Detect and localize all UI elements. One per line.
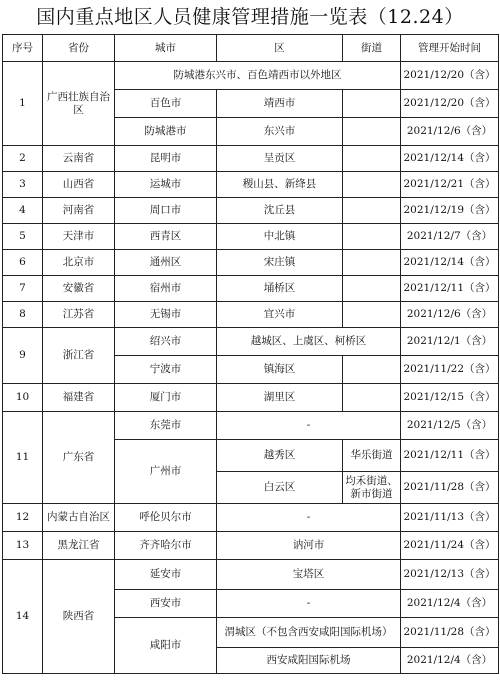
row-street bbox=[343, 172, 401, 198]
row-district: 湖里区 bbox=[217, 384, 343, 412]
row-street bbox=[343, 356, 401, 384]
table-row bbox=[3, 412, 499, 440]
row-start-time: 2021/12/7（含） bbox=[401, 224, 499, 250]
row-district: 镇海区 bbox=[217, 356, 343, 384]
row-index: 2 bbox=[3, 146, 43, 172]
row-city: 齐齐哈尔市 bbox=[115, 532, 217, 560]
row-start-time: 2021/12/11（含） bbox=[401, 440, 499, 472]
table-header-row bbox=[3, 35, 499, 62]
row-district: 宋庄镇 bbox=[217, 250, 343, 276]
row-start-time: 2021/12/19（含） bbox=[401, 198, 499, 224]
row-district: 越秀区 bbox=[217, 440, 343, 472]
row-city: 呼伦贝尔市 bbox=[115, 504, 217, 532]
row-district: 西安咸阳国际机场 bbox=[217, 648, 401, 674]
row-start-time: 2021/12/20（含） bbox=[401, 62, 499, 90]
table-row bbox=[3, 198, 499, 224]
row-start-time: 2021/12/6（含） bbox=[401, 118, 499, 146]
row-district: 沈丘县 bbox=[217, 198, 343, 224]
row-district: 呈贡区 bbox=[217, 146, 343, 172]
row-start-time: 2021/12/4（含） bbox=[401, 648, 499, 674]
page-title: 国内重点地区人员健康管理措施一览表（12.24） bbox=[36, 6, 464, 28]
row-province: 山西省 bbox=[43, 172, 115, 198]
table-row bbox=[3, 62, 499, 90]
header-province: 省份 bbox=[43, 35, 115, 62]
row-province: 江苏省 bbox=[43, 302, 115, 328]
row-start-time: 2021/12/6（含） bbox=[401, 302, 499, 328]
row-city: 延安市 bbox=[115, 560, 217, 590]
row-province: 陕西省 bbox=[43, 560, 115, 674]
row-index: 1 bbox=[3, 62, 43, 146]
row-index: 7 bbox=[3, 276, 43, 302]
row-district: 越城区、上虞区、柯桥区 bbox=[217, 328, 401, 356]
row-index: 14 bbox=[3, 560, 43, 674]
row-city: 宁波市 bbox=[115, 356, 217, 384]
table-row bbox=[3, 384, 499, 412]
row-start-time: 2021/12/14（含） bbox=[401, 146, 499, 172]
row-province: 河南省 bbox=[43, 198, 115, 224]
row-start-time: 2021/11/24（含） bbox=[401, 532, 499, 560]
row-start-time: 2021/11/28（含） bbox=[401, 618, 499, 648]
row-index: 4 bbox=[3, 198, 43, 224]
row-index: 11 bbox=[3, 412, 43, 504]
row-district: - bbox=[217, 504, 401, 532]
row-province: 安徽省 bbox=[43, 276, 115, 302]
row-district: - bbox=[217, 412, 401, 440]
header-street: 街道 bbox=[343, 35, 401, 62]
row-index: 12 bbox=[3, 504, 43, 532]
row-street bbox=[343, 198, 401, 224]
table-row bbox=[3, 328, 499, 356]
row-district: 中北镇 bbox=[217, 224, 343, 250]
row-province: 黑龙江省 bbox=[43, 532, 115, 560]
row-index: 5 bbox=[3, 224, 43, 250]
row-district: 稷山县、新绛县 bbox=[217, 172, 343, 198]
row-district: 白云区 bbox=[217, 472, 343, 504]
table-row bbox=[3, 276, 499, 302]
row-province: 广东省 bbox=[43, 412, 115, 504]
row-street bbox=[343, 224, 401, 250]
row-city: 咸阳市 bbox=[115, 618, 217, 674]
row-city: 西安市 bbox=[115, 590, 217, 618]
row-district: 东兴市 bbox=[217, 118, 343, 146]
row-city: 周口市 bbox=[115, 198, 217, 224]
row-city: 无锡市 bbox=[115, 302, 217, 328]
row-province: 广西壮族自治区 bbox=[43, 62, 115, 146]
table-row bbox=[3, 172, 499, 198]
row-street bbox=[343, 250, 401, 276]
row-index: 3 bbox=[3, 172, 43, 198]
row-city: 防城港市 bbox=[115, 118, 217, 146]
table-row bbox=[3, 504, 499, 532]
row-city: 东莞市 bbox=[115, 412, 217, 440]
row-start-time: 2021/12/1（含） bbox=[401, 328, 499, 356]
row-city: 广州市 bbox=[115, 440, 217, 504]
row-province: 福建省 bbox=[43, 384, 115, 412]
row-index: 8 bbox=[3, 302, 43, 328]
row-start-time: 2021/12/15（含） bbox=[401, 384, 499, 412]
row-index: 9 bbox=[3, 328, 43, 384]
row-street bbox=[343, 302, 401, 328]
row-city: 运城市 bbox=[115, 172, 217, 198]
row-province: 云南省 bbox=[43, 146, 115, 172]
row-start-time: 2021/12/4（含） bbox=[401, 590, 499, 618]
row-street bbox=[343, 90, 401, 118]
row-start-time: 2021/12/14（含） bbox=[401, 250, 499, 276]
row-street bbox=[343, 384, 401, 412]
row-start-time: 2021/11/13（含） bbox=[401, 504, 499, 532]
row-district: 渭城区（不包含西安咸阳国际机场） bbox=[217, 618, 401, 648]
table-row bbox=[3, 224, 499, 250]
row-district: 靖西市 bbox=[217, 90, 343, 118]
row-city: 西青区 bbox=[115, 224, 217, 250]
row-index: 10 bbox=[3, 384, 43, 412]
row-province: 天津市 bbox=[43, 224, 115, 250]
row-city: 昆明市 bbox=[115, 146, 217, 172]
row-start-time: 2021/12/11（含） bbox=[401, 276, 499, 302]
row-province: 北京市 bbox=[43, 250, 115, 276]
row-start-time: 2021/11/28（含） bbox=[401, 472, 499, 504]
row-area: 防城港东兴市、百色靖西市以外地区 bbox=[115, 62, 401, 90]
row-start-time: 2021/12/21（含） bbox=[401, 172, 499, 198]
row-start-time: 2021/12/20（含） bbox=[401, 90, 499, 118]
row-district: - bbox=[217, 590, 401, 618]
table-row bbox=[3, 532, 499, 560]
row-district: 宜兴市 bbox=[217, 302, 343, 328]
row-start-time: 2021/11/22（含） bbox=[401, 356, 499, 384]
header-district: 区 bbox=[217, 35, 343, 62]
row-street bbox=[343, 146, 401, 172]
row-street: 均禾街道、新市街道 bbox=[343, 472, 401, 504]
table-row bbox=[3, 146, 499, 172]
table-row bbox=[3, 250, 499, 276]
row-index: 13 bbox=[3, 532, 43, 560]
row-district: 讷河市 bbox=[217, 532, 401, 560]
row-province: 浙江省 bbox=[43, 328, 115, 384]
row-street bbox=[343, 118, 401, 146]
row-index: 6 bbox=[3, 250, 43, 276]
row-city: 百色市 bbox=[115, 90, 217, 118]
row-city: 宿州市 bbox=[115, 276, 217, 302]
row-start-time: 2021/12/5（含） bbox=[401, 412, 499, 440]
row-street: 华乐街道 bbox=[343, 440, 401, 472]
row-start-time: 2021/12/13（含） bbox=[401, 560, 499, 590]
row-district: 埇桥区 bbox=[217, 276, 343, 302]
health-management-table bbox=[2, 34, 499, 674]
header-index: 序号 bbox=[3, 35, 43, 62]
row-street bbox=[343, 276, 401, 302]
row-city: 厦门市 bbox=[115, 384, 217, 412]
row-province: 内蒙古自治区 bbox=[43, 504, 115, 532]
row-city: 绍兴市 bbox=[115, 328, 217, 356]
table-row bbox=[3, 560, 499, 590]
row-district: 宝塔区 bbox=[217, 560, 401, 590]
header-city: 城市 bbox=[115, 35, 217, 62]
header-start-time: 管理开始时间 bbox=[401, 35, 499, 62]
table-row bbox=[3, 302, 499, 328]
row-city: 通州区 bbox=[115, 250, 217, 276]
